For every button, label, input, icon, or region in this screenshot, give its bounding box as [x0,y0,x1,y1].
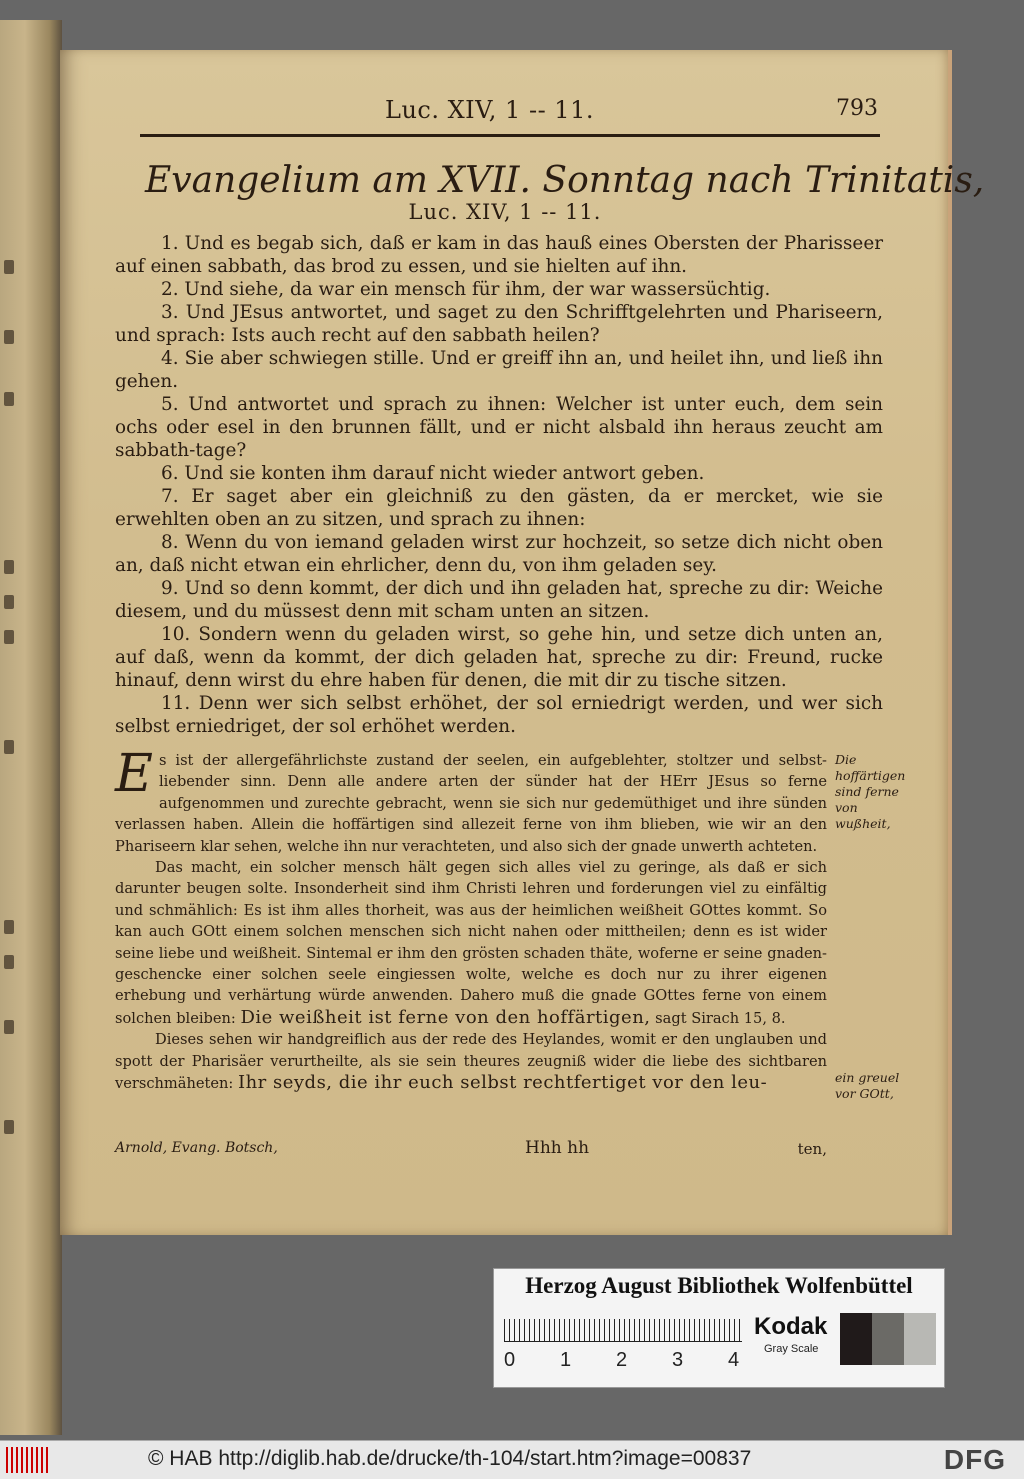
scale-number: 0 [504,1349,516,1371]
signature-mark: Hhh hh [525,1138,590,1158]
scale-number: 1 [560,1349,572,1371]
verse: 3. Und JEsus antwortet, und saget zu den Schrifftgelehrten und Phariseern, und sprach: Ists auch recht auf den sabbath heilen? [115,302,883,346]
chapter-subheading: Luc. XIV, 1 -- 11. [408,200,602,224]
page-footer [115,1140,827,1166]
commentary-paragraph: Dieses sehen wir handgreiflich aus der rede des Heylandes, womit er den unglauben und spott der Pharisäer verurtheilte, als sie sein theures zeugniß wider die liebe des sichtbaren verschmäheten: Ihr seyds, die ihr euch selbst rechtfertiget vor den leu- [115,1031,827,1094]
chapter-heading: Evangelium am XVII. Sonntag nach Trinitatis, [145,160,985,201]
header-rule [140,134,880,137]
source-credit-link[interactable]: © HAB http://diglib.hab.de/drucke/th-104/start.htm?image=00837 [148,1447,752,1470]
book-page [60,50,985,1235]
gray-patch [872,1313,904,1365]
verse: 9. Und so denn kommt, der dich und ihn geladen hat, spreche zu dir: Weiche diesem, und du müssest denn mit scham unten an sitzen. [115,578,883,622]
footer-title: Arnold, Evang. Botsch, [115,1140,278,1156]
library-name: Herzog August Bibliothek Wolfenbüttel [525,1273,913,1298]
commentary-text [115,744,827,1095]
kodak-logo: Kodak [754,1313,828,1340]
running-head [60,90,948,130]
emphasized-quote: Ihr seyds, die ihr euch selbst rechtfertiget vor den leu- [237,1072,768,1094]
margin-note: Die hoffärtigen sind ferne von wußheit, [835,752,906,831]
commentary-paragraph: Es ist der allergefährlichste zustand der seelen, ein aufgeblehter, stoltzer und selbst-liebender sinn. Denn alle andere arten der sünder hat der HErr JEsus so ferne aufgenommen und zurechte gebracht, wenn sie sich nur gedemüthiget und ihre sünden verlassen haben. Allein die hoffärtigen sind allezeit ferne von ihm blieben, wie wir an den Phariseern klar sehen, welche ihn nur verachteten, und also sich der gnade unwerth achteten. [115,744,827,855]
running-head-title: Luc. XIV, 1 -- 11. [385,96,594,124]
commentary-paragraph: Das macht, ein solcher mensch hält gegen sich alles viel zu geringe, als daß er sich darunter beugen solte. Insonderheit sind ihm Christi lehren und forderungen viel zu einfältig und schmählich: Es ist ihm alles thorheit, was aus der heimlichen weißheit GOttes kommt. So kan auch GOtt einem solchen menschen sich nicht nahen oder mittheilen; denn es ist wider seine liebe und weißheit. Sintemal er ihm den grösten schaden thäte, woferne er seine gnaden-geschencke einer solchen seele eingiessen wolte, welche es doch nur zu ihrer eigenen erhebung und verhärtung würde anwenden. Dahero muß die gnade GOttes ferne von einem solchen bleiben: Die weißheit ist ferne von den hoffärtigen, sagt Sirach 15, 8. [115,859,827,1028]
verse: 11. Denn wer sich selbst erhöhet, der sol erniedrigt werden, und wer sich selbst erniedriget, der sol erhöhet werden. [115,693,883,737]
verse: 8. Wenn du von iemand geladen wirst zur hochzeit, so setze dich nicht oben an, daß nicht etwan ein ehrlicher, denn du, von ihm geladen sey. [115,532,883,576]
catchword: ten, [797,1140,827,1158]
drop-initial: E [115,744,153,804]
scale-number: 4 [728,1349,740,1371]
viewer-footer-bar [0,1440,1024,1479]
color-target-card [493,1268,945,1388]
verse: 6. Und sie konten ihm darauf nicht wieder antwort geben. [161,463,705,484]
gray-patch [840,1313,872,1365]
verse: 5. Und antwortet und sprach zu ihnen: Welcher ist unter euch, dem sein ochs oder esel in den brunnen fällt, und er nicht alsbald ihn heraus zeucht am sabbath-tage? [115,394,883,461]
emphasized-quote: Die weißheit ist ferne von den hoffärtigen, [240,1006,651,1028]
verse: 1. Und es begab sich, daß er kam in das hauß eines Obersten der Pharisseer auf einen sabbath, das brod zu essen, und sie hielten auf ihn. [115,233,883,277]
page-number: 793 [836,96,878,121]
hab-logo-icon [6,1447,48,1473]
gray-patch [904,1313,936,1365]
verse: 7. Er saget aber ein gleichniß zu den gästen, da er mercket, wie sie erwehlten oben an zu sitzen, und sprach zu ihnen: [115,486,883,530]
dfg-logo: DFG [943,1444,1006,1475]
scale-number: 3 [672,1349,684,1371]
facing-page-edge [0,20,62,1435]
scale-ruler [504,1319,742,1342]
verse: 2. Und siehe, da war ein mensch für ihm, der war wassersüchtig. [161,279,771,300]
scale-number: 2 [616,1349,628,1371]
verse: 10. Sondern wenn du geladen wirst, so gehe hin, und setze dich unten an, auf daß, wenn da kommt, der dich geladen hat, spreche zu dir: Freund, rucke hinauf, denn wirst du ehre haben für denen, die mit dir zu tische sitzen. [115,624,883,691]
scripture-verses [115,232,883,738]
verse: 4. Sie aber schwiegen stille. Und er greiff ihn an, und heilet ihn, und ließ ihn gehen. [115,348,883,392]
margin-note: ein greuel vor GOtt, [835,1070,900,1101]
gray-scale-label: Gray Scale [764,1343,819,1355]
